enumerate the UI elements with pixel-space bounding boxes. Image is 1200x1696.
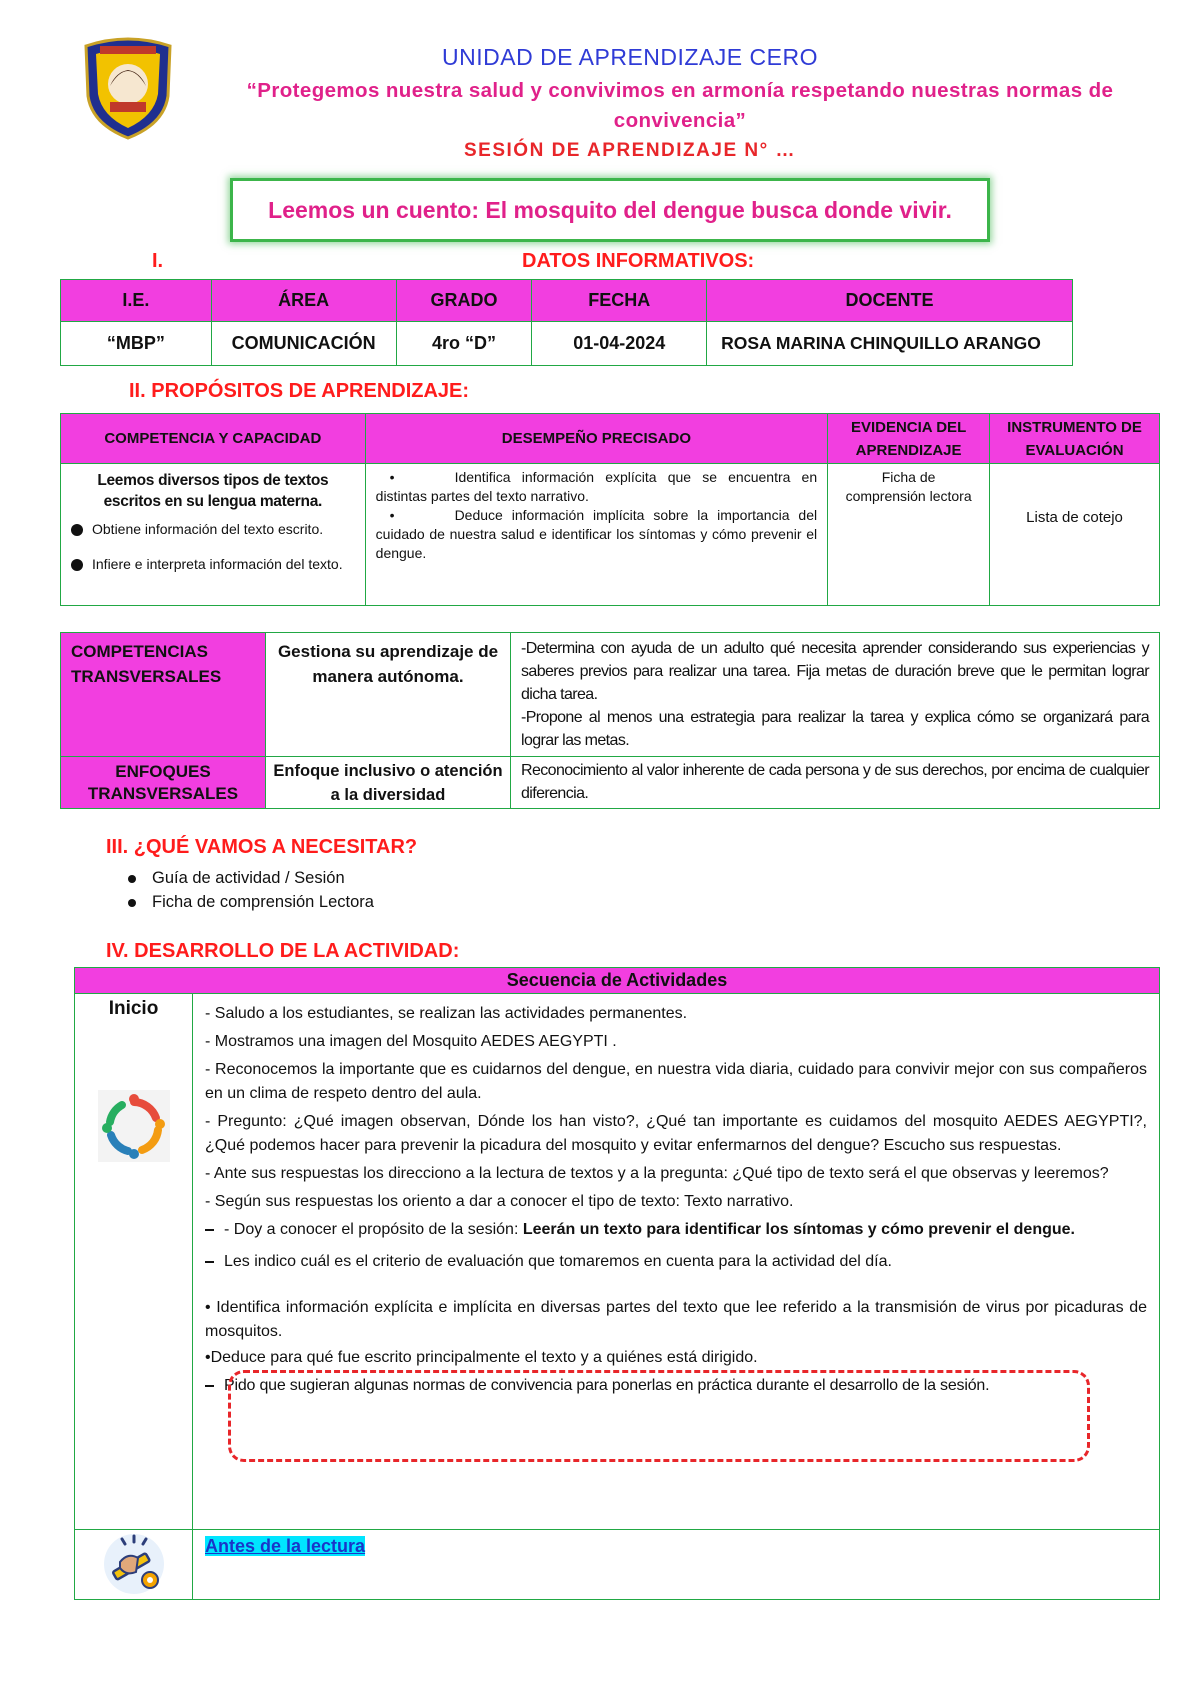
header-area: ÁREA <box>211 280 396 322</box>
bullet-icon <box>71 524 83 536</box>
value-area: COMUNICACIÓN <box>211 322 396 366</box>
criteria-2: •Deduce para qué fue escrito principalmente el texto y a quiénes está dirigido. <box>205 1349 758 1366</box>
header-docente: DOCENTE <box>707 280 1073 322</box>
antes-phase-cell <box>75 1530 193 1600</box>
enfoques-transversales-label: ENFOQUES TRANSVERSALES <box>61 757 266 809</box>
session-number: SESIÓN DE APRENDIZAJE N° … <box>464 140 796 161</box>
inicio-line-1: - Saludo a los estudiantes, se realizan las actividades permanentes. <box>205 1005 688 1022</box>
section1-number: I. <box>152 250 164 272</box>
antes-lectura-heading: Antes de la lectura <box>205 1536 366 1556</box>
inicio-line-4: - Pregunto: ¿Qué imagen observan, Dónde los han visto?, ¿Qué tan importante es cuidamos del mosquito AEDES AEGYPTI?, ¿Qué podemos hacer para prevenir la picadura del mosquito y evitar enfermarnos del dengue? Escucho sus respuestas. <box>205 1113 1147 1154</box>
inicio-line-3: - Reconocemos la importante que es cuidarnos del dengue, en nuestra vida diaria, cuidado para convivir mejor con sus compañeros en un clima de respeto dentro del aula. <box>205 1061 1147 1102</box>
capacidad-1: Obtiene información del texto escrito. <box>71 520 355 539</box>
pencil-gear-icon <box>102 1532 166 1596</box>
list-item: Ficha de comprensión Lectora <box>128 890 374 914</box>
competencia-transversal-desc: -Determina con ayuda de un adulto qué necesita aprender considerando sus experiencias y saberes previos para realizar una tarea. Fija metas de duración breve que le permitan lograr dicha tarea. -Propone al menos una estrategia para realizar la tarea y explica cómo se organizará para lograr las metas. <box>511 633 1160 757</box>
value-docente: ROSA MARINA CHINQUILLO ARANGO <box>707 322 1073 366</box>
competencias-transversales-label: COMPETENCIAS TRANSVERSALES <box>61 633 266 757</box>
criteria-intro: Les indico cuál es el criterio de evaluación que tomaremos en cuenta para la actividad del día. <box>205 1250 1147 1274</box>
bullet-icon <box>71 559 83 571</box>
competencia-transversal-name: Gestiona su aprendizaje de manera autónoma. <box>266 633 511 757</box>
header-ie: I.E. <box>61 280 212 322</box>
criteria-highlight-box <box>228 1370 1090 1462</box>
desempeno-cell <box>365 464 827 606</box>
norms-line: Pido que sugieran algunas normas de convivencia para ponerlas en práctica durante el desarrollo de la sesión. <box>205 1374 1147 1398</box>
header-grado: GRADO <box>396 280 532 322</box>
unit-theme: “Protegemos nuestra salud y convivimos en armonía respetando nuestras normas de convivencia” <box>246 79 1114 132</box>
unit-title: UNIDAD DE APRENDIZAJE CERO <box>442 44 818 70</box>
datos-informativos-table <box>60 279 1073 366</box>
enfoque-name: Enfoque inclusivo o atención a la diversidad <box>266 757 511 809</box>
propositos-table <box>60 413 1160 606</box>
list-item: Guía de actividad / Sesión <box>128 866 374 890</box>
inicio-line-6: - Según sus respuestas los oriento a dar a conocer el tipo de texto: Texto narrativo. <box>205 1193 794 1210</box>
materials-list <box>128 866 374 914</box>
inicio-phase-cell <box>75 994 193 1530</box>
section2-title: II. PROPÓSITOS DE APRENDIZAJE: <box>129 380 470 402</box>
header-evidencia: EVIDENCIA DEL APRENDIZAJE <box>828 414 990 464</box>
transversales-table <box>60 632 1160 809</box>
teamwork-circle-icon <box>98 1090 170 1162</box>
instrumento-cell: Lista de cotejo <box>990 464 1160 606</box>
section1-title: DATOS INFORMATIVOS: <box>522 250 755 272</box>
session-title: Leemos un cuento: El mosquito del dengue busca donde vivir. <box>268 196 952 223</box>
section3-title: III. ¿QUÉ VAMOS A NECESITAR? <box>106 836 418 858</box>
value-fecha: 01-04-2024 <box>532 322 707 366</box>
inicio-line-5: - Ante sus respuestas los direcciono a la lectura de textos y a la pregunta: ¿Qué tipo de texto será el que observas y leeremos? <box>205 1165 1109 1182</box>
purpose-line: - Doy a conocer el propósito de la sesión: Leerán un texto para identificar los síntomas y cómo prevenir el dengue. <box>205 1218 1147 1242</box>
header-fecha: FECHA <box>532 280 707 322</box>
capacidad-2: Infiere e interpreta información del texto. <box>71 551 355 577</box>
secuencia-header: Secuencia de Actividades <box>75 968 1160 994</box>
header-desempeno: DESEMPEÑO PRECISADO <box>365 414 827 464</box>
desempeno-2: • Deduce información implícita sobre la importancia del cuidado de nuestra salud e identificar los síntomas y cómo prevenir el dengue. <box>375 507 818 561</box>
section4-title: IV. DESARROLLO DE LA ACTIVIDAD: <box>106 940 460 962</box>
value-grado: 4ro “D” <box>396 322 532 366</box>
inicio-line-2: - Mostramos una imagen del Mosquito AEDES AEGYPTI . <box>205 1033 617 1050</box>
desempeno-1: • Identifica información explícita que se encuentra en distintas partes del texto narrativo. <box>375 469 818 504</box>
header-competencia: COMPETENCIA Y CAPACIDAD <box>61 414 366 464</box>
criteria-1: • Identifica información explícita e implícita en diversas partes del texto que lee referido a la transmisión de virus por picaduras de mosquitos. <box>205 1299 1147 1340</box>
evidencia-cell: Ficha de comprensión lectora <box>828 464 990 606</box>
school-crest-icon <box>80 36 176 140</box>
desarrollo-table <box>74 967 1160 1600</box>
header-instrumento: INSTRUMENTO DE EVALUACIÓN <box>990 414 1160 464</box>
phase-label: Inicio <box>108 998 159 1019</box>
competencia-cell <box>61 464 366 606</box>
session-title-box <box>230 178 990 242</box>
competencia-title: Leemos diversos tipos de textos escritos en su lengua materna. <box>97 472 329 510</box>
value-ie: “MBP” <box>61 322 212 366</box>
enfoque-desc: Reconocimiento al valor inherente de cada persona y de sus derechos, por encima de cualquier diferencia. <box>511 757 1160 809</box>
antes-content-cell <box>193 1530 1160 1600</box>
